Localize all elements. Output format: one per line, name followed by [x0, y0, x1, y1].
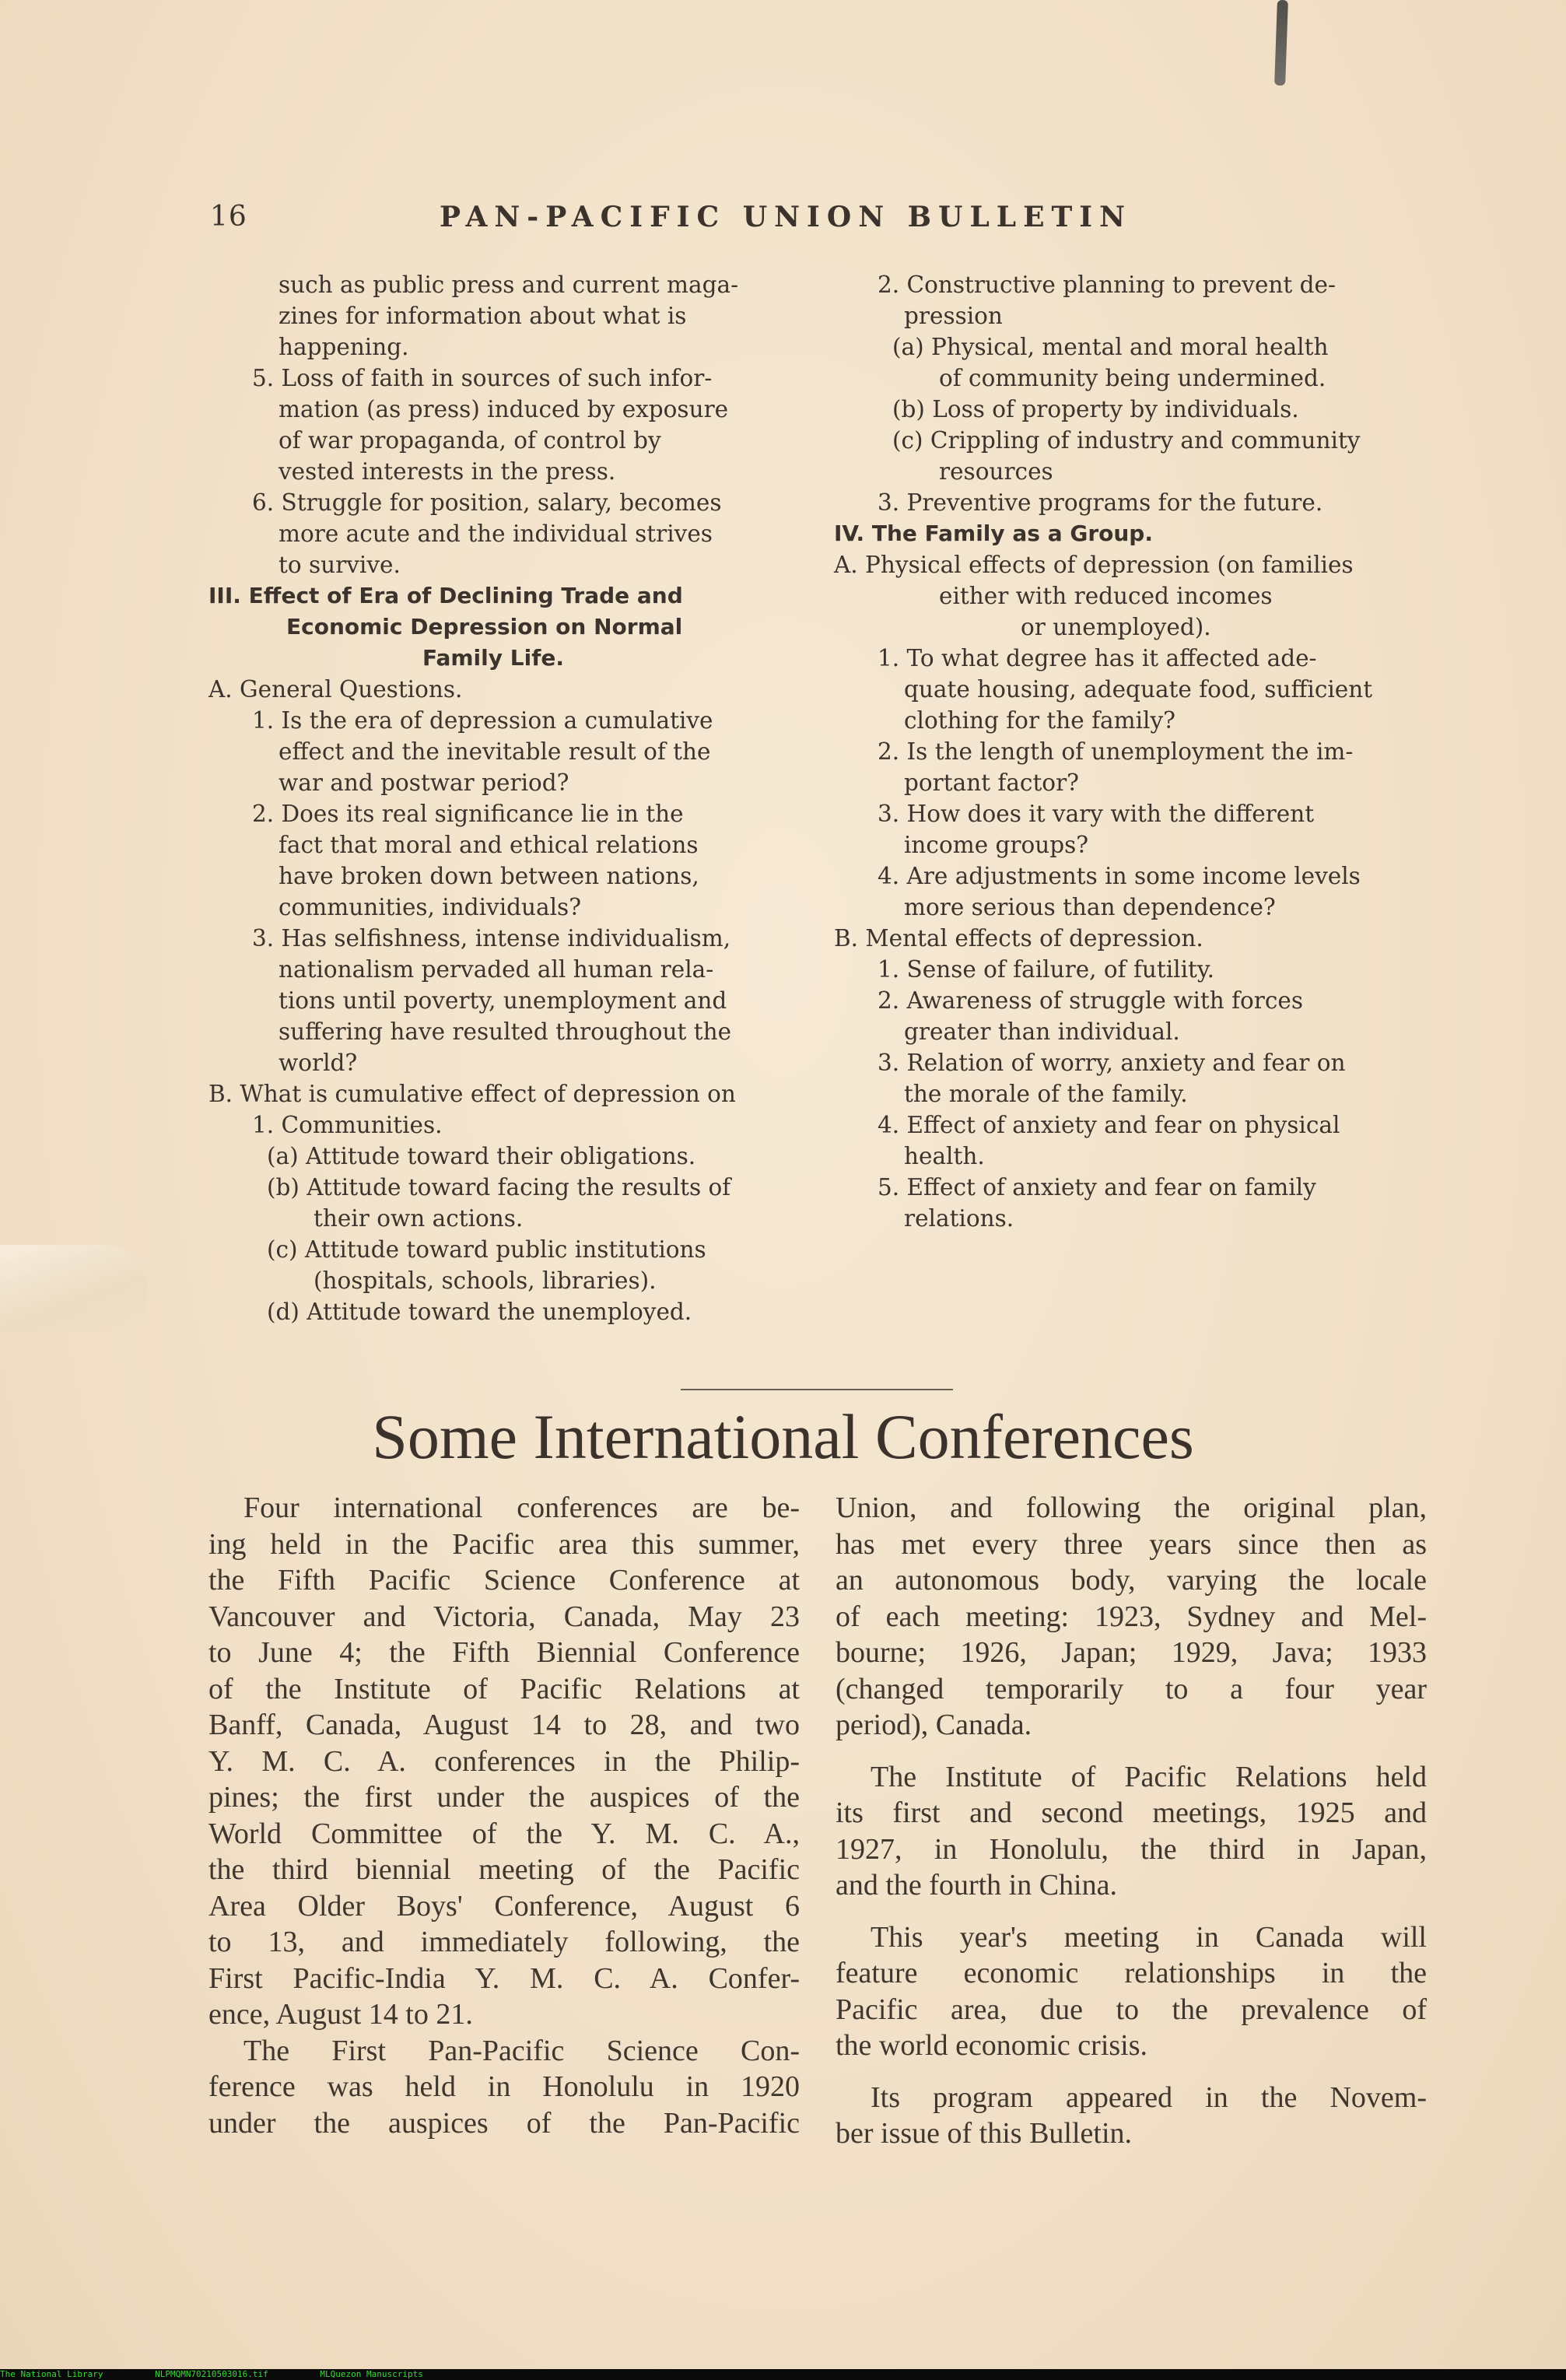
outline-line: greater than individual.	[904, 1018, 1180, 1045]
article-line: ence, August 14 to 21.	[208, 1998, 473, 2031]
outline-line: nationalism pervaded all human rela-	[279, 956, 714, 983]
outline-line: (d) Attitude toward the unemployed.	[267, 1299, 692, 1325]
article-line: Vancouver and Victoria, Canada, May 23	[208, 1600, 800, 1633]
article-line: of the Institute of Pacific Relations at	[208, 1672, 800, 1705]
outline-line: A. Physical effects of depression (on families	[834, 552, 1354, 578]
outline-line: more serious than dependence?	[904, 894, 1276, 920]
outline-line: vested interests in the press.	[279, 458, 616, 485]
article-line: Union, and following the original plan,	[836, 1491, 1427, 1524]
ink-mark	[1274, 0, 1288, 86]
outline-line: or unemployed).	[1021, 614, 1211, 640]
outline-line: resources	[939, 458, 1053, 485]
outline-line: fact that moral and ethical relations	[279, 832, 699, 858]
outline-line: 2. Awareness of struggle with forces	[878, 987, 1304, 1014]
article-line: the third biennial meeting of the Pacific	[208, 1853, 800, 1886]
outline-line: 1. Sense of failure, of futility.	[878, 956, 1215, 983]
outline-line: income groups?	[904, 832, 1089, 858]
article-line: 1927, in Honolulu, the third in Japan,	[836, 1832, 1427, 1866]
article-line: Banff, Canada, August 14 to 28, and two	[208, 1709, 800, 1741]
outline-line: 2. Does its real significance lie in the	[252, 801, 684, 827]
article-title: Some International Conferences	[372, 1401, 1194, 1472]
outline-line: either with reduced incomes	[939, 583, 1273, 609]
outline-line: world?	[279, 1050, 358, 1076]
section-heading: Family Life.	[422, 645, 564, 671]
outline-line: health.	[904, 1143, 985, 1169]
outline-line: (b) Attitude toward facing the results of	[267, 1174, 731, 1201]
outline-right-column	[834, 269, 1425, 1234]
article-line: to June 4; the Fifth Biennial Conference	[208, 1636, 800, 1669]
outline-line: 3. Preventive programs for the future.	[878, 489, 1323, 516]
article-left-column	[208, 1490, 800, 2141]
footer-file: NLPMQMN70210503016.tif	[155, 2369, 268, 2379]
outline-line: tions until poverty, unemployment and	[279, 987, 727, 1014]
article-line: ber issue of this Bulletin.	[836, 2117, 1133, 2150]
outline-line: 3. Has selfishness, intense individualism,	[252, 925, 731, 952]
outline-line: their own actions.	[314, 1205, 524, 1232]
outline-line: 1. To what degree has it affected ade-	[878, 645, 1317, 671]
outline-line: (c) Attitude toward public institutions	[267, 1236, 706, 1263]
outline-line: 3. Relation of worry, anxiety and fear on	[878, 1050, 1346, 1076]
article-line: of each meeting: 1923, Sydney and Mel-	[836, 1600, 1427, 1633]
article-line: Four international conferences are be-	[243, 1491, 800, 1524]
running-title: PAN-PACIFIC UNION BULLETIN	[440, 201, 1133, 233]
outline-line: such as public press and current maga-	[279, 272, 739, 298]
article-line: World Committee of the Y. M. C. A.,	[208, 1817, 800, 1850]
outline-line: have broken down between nations,	[279, 863, 699, 889]
outline-line: B. Mental effects of depression.	[834, 925, 1203, 952]
article-line: the world economic crisis.	[836, 2029, 1148, 2062]
article-line: its first and second meetings, 1925 and	[836, 1796, 1427, 1829]
outline-line: B. What is cumulative effect of depression on	[208, 1081, 736, 1107]
outline-line: 6. Struggle for position, salary, becomes	[252, 489, 722, 516]
footer-library: The National Library	[0, 2369, 103, 2379]
article-right-column	[836, 1490, 1427, 2152]
outline-line: 3. How does it vary with the different	[878, 801, 1315, 827]
article-line: and the fourth in China.	[836, 1869, 1117, 1902]
article-line: The First Pan-Pacific Science Con-	[243, 2034, 800, 2067]
article-line: an autonomous body, varying the locale	[836, 1564, 1427, 1597]
outline-line: of community being undermined.	[939, 365, 1326, 391]
outline-line: 5. Loss of faith in sources of such infor-	[252, 365, 713, 391]
article-line: ing held in the Pacific area this summer,	[208, 1527, 800, 1561]
page-header	[210, 201, 1221, 240]
outline-line: quate housing, adequate food, sufficient	[904, 676, 1373, 703]
article-line: pines; the first under the auspices of the	[208, 1781, 800, 1814]
section-heading: III. Effect of Era of Declining Trade and	[208, 583, 683, 608]
footer-collection: MLQuezon Manuscripts	[320, 2369, 423, 2379]
article-line: First Pacific-India Y. M. C. A. Confer-	[208, 1961, 800, 1995]
article-line: (changed temporarily to a four year	[836, 1672, 1427, 1705]
outline-line: happening.	[279, 334, 409, 360]
article-line: feature economic relationships in the	[836, 1957, 1427, 1989]
article-line: Its program appeared in the Novem-	[871, 2080, 1427, 2114]
outline-line: pression	[904, 303, 1003, 329]
outline-line: (b) Loss of property by individuals.	[892, 396, 1299, 422]
outline-line: the morale of the family.	[904, 1081, 1188, 1107]
article-line: under the auspices of the Pan-Pacific	[208, 2106, 800, 2140]
outline-line: zines for information about what is	[279, 303, 687, 329]
article-line: the Fifth Pacific Science Conference at	[208, 1564, 800, 1597]
paper-tear	[0, 1245, 148, 1330]
outline-line: (hospitals, schools, libraries).	[314, 1267, 657, 1294]
outline-line: effect and the inevitable result of the	[279, 738, 711, 765]
page-number: 16	[210, 201, 247, 233]
article-line: to 13, and immediately following, the	[208, 1926, 800, 1958]
outline-line: clothing for the family?	[904, 707, 1175, 734]
outline-line: portant factor?	[904, 769, 1079, 796]
outline-line: to survive.	[279, 552, 401, 578]
outline-line: (a) Physical, mental and moral health	[892, 334, 1329, 360]
section-divider	[681, 1389, 953, 1390]
outline-line: more acute and the individual strives	[279, 521, 713, 547]
outline-line: 2. Constructive planning to prevent de-	[878, 272, 1336, 298]
article-line: ference was held in Honolulu in 1920	[208, 2070, 800, 2103]
outline-line: communities, individuals?	[279, 894, 582, 920]
outline-line: (a) Attitude toward their obligations.	[267, 1143, 696, 1169]
outline-line: relations.	[904, 1205, 1014, 1232]
outline-line: 1. Communities.	[252, 1112, 443, 1138]
article-line: has met every three years since then as	[836, 1527, 1427, 1561]
outline-line: 1. Is the era of depression a cumulative	[252, 707, 713, 734]
article-line: Area Older Boys' Conference, August 6	[208, 1889, 800, 1923]
article-line: bourne; 1926, Japan; 1929, Java; 1933	[836, 1636, 1427, 1669]
outline-line: mation (as press) induced by exposure	[279, 396, 729, 422]
article-line: The Institute of Pacific Relations held	[871, 1760, 1427, 1793]
archive-footer	[0, 2369, 1566, 2380]
outline-line: 2. Is the length of unemployment the im-	[878, 738, 1354, 765]
outline-line: war and postwar period?	[279, 769, 569, 796]
section-heading: IV. The Family as a Group.	[834, 521, 1153, 546]
article-line: Y. M. C. A. conferences in the Philip-	[208, 1744, 800, 1778]
article-line: Pacific area, due to the prevalence of	[836, 1993, 1427, 2026]
outline-line: suffering have resulted throughout the	[279, 1018, 732, 1045]
outline-left-column	[208, 269, 800, 1327]
outline-line: 4. Effect of anxiety and fear on physical	[878, 1112, 1340, 1138]
outline-line: A. General Questions.	[208, 676, 463, 703]
outline-line: (c) Crippling of industry and community	[892, 427, 1361, 454]
outline-line: 5. Effect of anxiety and fear on family	[878, 1174, 1316, 1201]
article-line: This year's meeting in Canada will	[871, 1920, 1427, 1954]
section-heading: Economic Depression on Normal	[286, 614, 683, 640]
outline-line: 4. Are adjustments in some income levels	[878, 863, 1361, 889]
article-line: period), Canada.	[836, 1709, 1032, 1741]
outline-line: of war propaganda, of control by	[279, 427, 661, 454]
